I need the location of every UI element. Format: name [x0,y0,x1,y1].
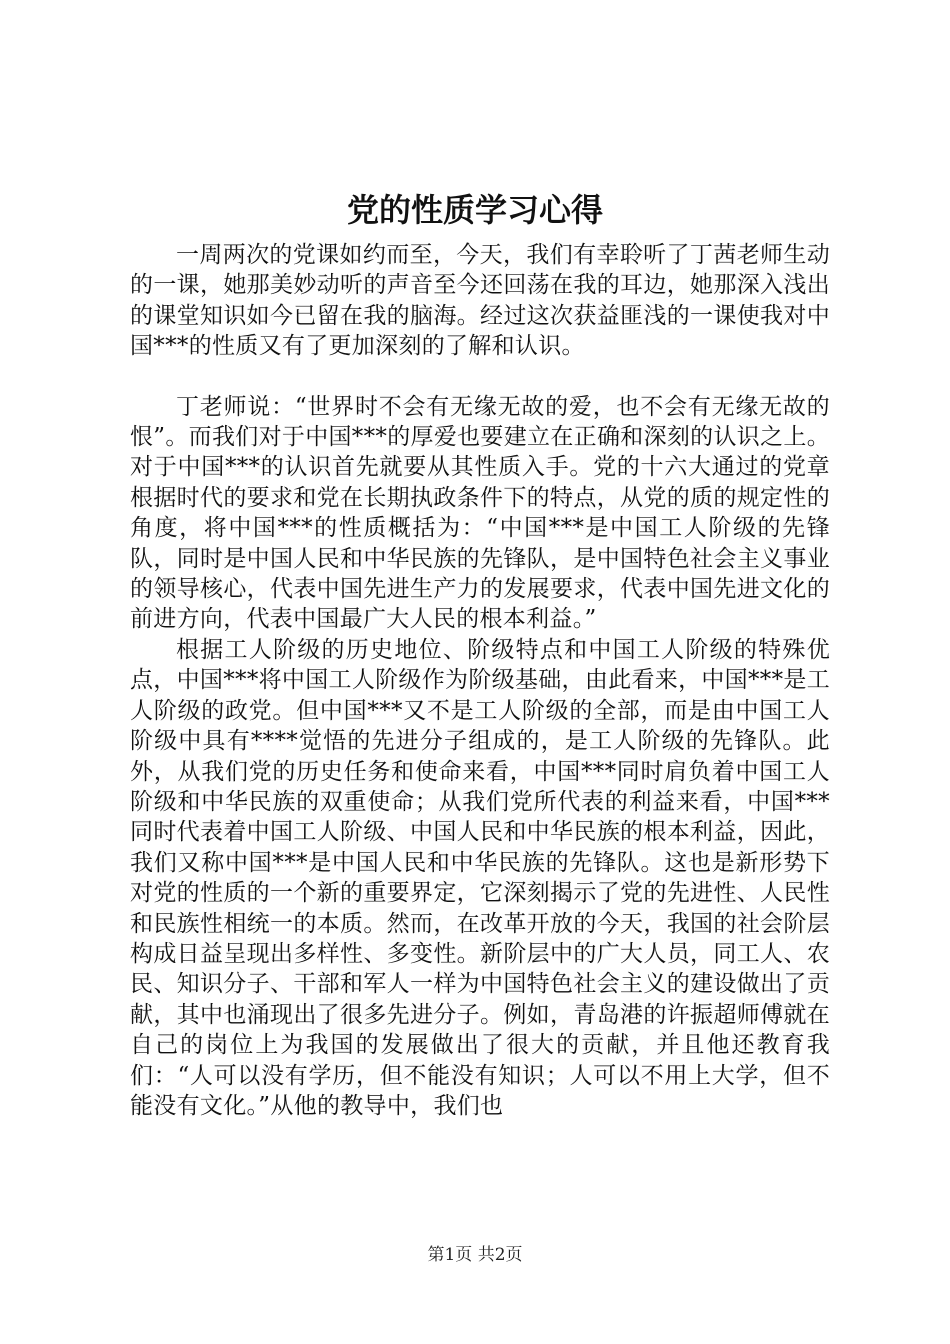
document-title: 党的性质学习心得 [346,191,603,229]
paragraph-2: 丁老师说：“世界时不会有无缘无故的爱，也不会有无缘无故的恨”。而我们对于中国***的厚爱也要建立在正确和深刻的认识之上。对于中国***的认识首先就要从其性质入手。党的十六大通过的党章根据时代的要求和党在长期执政条件下的特点，从党的质的规定性的角度，将中国***的性质概括为：“中国***是中国工人阶级的先锋队，同时是中国人民和中华民族的先锋队，是中国特色社会主义事业的领导核心，代表中国先进生产力的发展要求，代表中国先进文化的前进方向，代表中国最广大人民的根本利益。” [130,393,830,633]
document-body [130,240,830,1121]
paragraph-1: 一周两次的党课如约而至，今天，我们有幸聆听了丁茜老师生动的一课，她那美妙动听的声音至今还回荡在我的耳边，她那深入浅出的课堂知识如今已留在我的脑海。经过这次获益匪浅的一课使我对中国***的性质又有了更加深刻的了解和认识。 [130,242,830,360]
paragraph-3: 根据工人阶级的历史地位、阶级特点和中国工人阶级的特殊优点，中国***将中国工人阶级作为阶级基础，由此看来，中国***是工人阶级的政党。但中国***又不是工人阶级的全部，而是由中国工人阶级中具有****觉悟的先进分子组成的，是工人阶级的先锋队。此外，从我们党的历史任务和使命来看，中国***同时肩负着中国工人阶级和中华民族的双重使命；从我们党所代表的利益来看，中国***同时代表着中国工人阶级、中国人民和中华民族的根本利益，因此，我们又称中国***是中国人民和中华民族的先锋队。这也是新形势下对党的性质的一个新的重要界定，它深刻揭示了党的先进性、人民性和民族性相统一的本质。然而，在改革开放的今天，我国的社会阶层构成日益呈现出多样性、多变性。新阶层中的广大人员，同工人、农民、知识分子、干部和军人一样为中国特色社会主义的建设做出了贡献，其中也涌现出了很多先进分子。例如，青岛港的许振超师傅就在自己的岗位上为我国的发展做出了很大的贡献，并且他还教育我们：“人可以没有学历，但不能没有知识；人可以不用上大学，但不能没有文化。”从他的教导中，我们也 [130,636,830,1119]
page-number-footer: 第1页 共2页 [427,1245,523,1265]
